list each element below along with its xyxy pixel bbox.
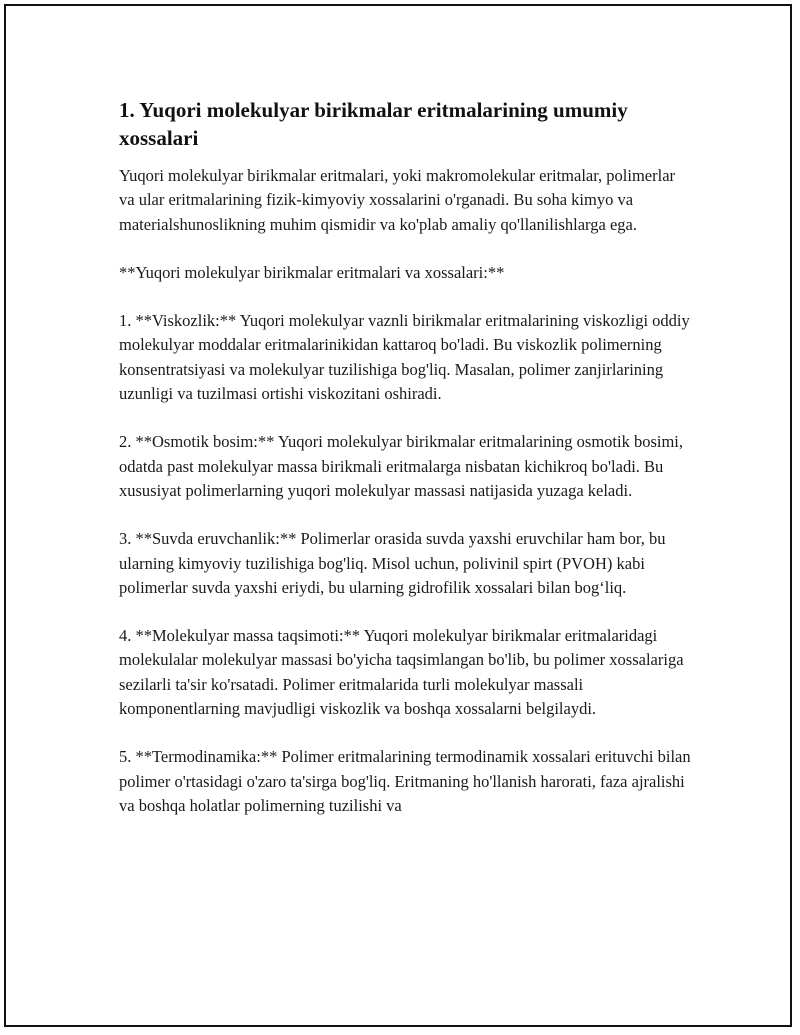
water-solubility-paragraph: 3. **Suvda eruvchanlik:** Polimerlar orasida suvda yaxshi eruvchilar ham bor, bu ularning kimyoviy tuzilishiga bog'liq. Misol uchun, polivinil spirt (PVOH) kabi polimerlar suvda yaxshi eriydi, bu ularning gidrofilik xossalari bilan bog‘liq. — [119, 529, 666, 597]
molecular-mass-distribution-paragraph: 4. **Molekulyar massa taqsimoti:** Yuqori molekulyar birikmalar eritmalaridagi molekulalar molekulyar massasi bo'yicha taqsimlangan bo'lib, bu polimer xossalariga sezilarli ta'sir ko'rsatadi. Polimer eritmalarida turli molekulyar massali komponentlarning mavjudligi viskozlik va boshqa xossalarni belgilaydi. — [119, 626, 684, 719]
osmotic-pressure-paragraph: 2. **Osmotik bosim:** Yuqori molekulyar birikmalar eritmalarining osmotik bosimi, odatda past molekulyar massa birikmali eritmalarga nisbatan kichikroq bo'ladi. Bu xususiyat polimerlarning yuqori molekulyar massasi natijasida yuzaga keladi. — [119, 432, 683, 500]
document-content — [119, 96, 694, 818]
subheading-paragraph: **Yuqori molekulyar birikmalar eritmalari va xossalari:** — [119, 262, 505, 282]
page-frame — [4, 4, 792, 1027]
viscosity-paragraph: 1. **Viskozlik:** Yuqori molekulyar vaznli birikmalar eritmalarining viskozligi oddiy molekulyar moddalar eritmalarinikidan kattaroq bo'ladi. Bu viskozlik polimerning konsentratsiyasi va molekulyar tuzilishiga bog'liq. Masalan, polimer zanjirlarining uzunligi va tuzilmasi ortishi viskozitani oshiradi. — [119, 311, 690, 404]
intro-paragraph: Yuqori molekulyar birikmalar eritmalari, yoki makromolekular eritmalar, polimerlar va ular eritmalarining fizik-kimyoviy xossalarini o'rganadi. Bu soha kimyo va materialshunoslikning muhim qismidir va ko'plab amaliy qo'llanilishlarga ega. — [119, 166, 676, 234]
thermodynamics-paragraph: 5. **Termodinamika:** Polimer eritmalarining termodinamik xossalari erituvchi bilan polimer o'rtasidagi o'zaro ta'sirga bog'liq. Eritmaning ho'llanish harorati, faza ajralishi va boshqa holatlar polimerning tuzilishi va — [119, 747, 691, 815]
section-heading: 1. Yuqori molekulyar birikmalar eritmalarining umumiy xossalari — [119, 98, 628, 150]
